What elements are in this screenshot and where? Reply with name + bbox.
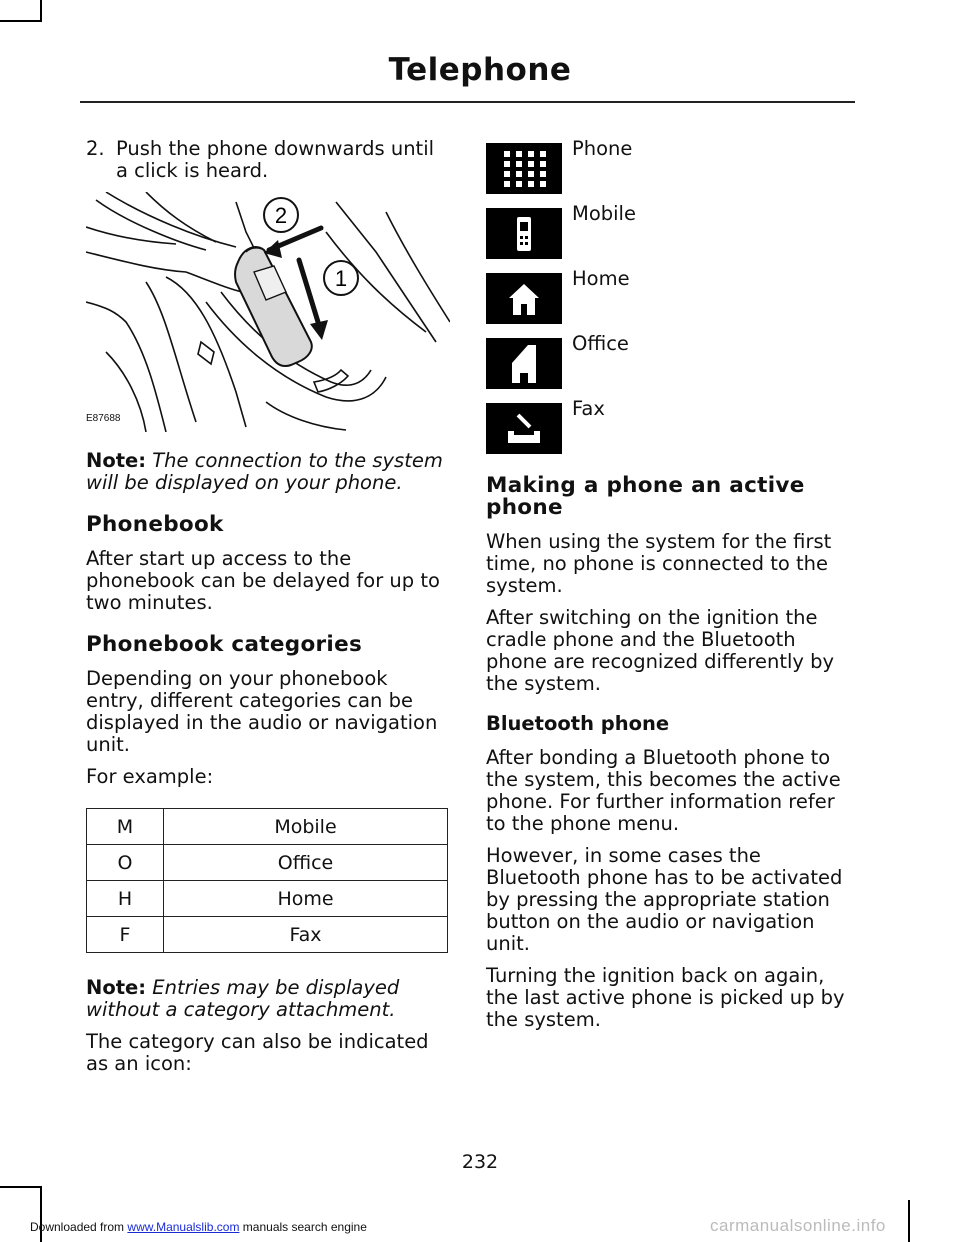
fax-icon [486, 403, 562, 454]
table-row [87, 881, 448, 917]
note-label: Note: [86, 449, 147, 472]
note-label: Note: [86, 976, 147, 999]
category-code: O [87, 845, 164, 881]
office-icon [486, 338, 562, 389]
category-name: Office [164, 845, 448, 881]
step-2 [86, 138, 450, 182]
header-divider [80, 101, 855, 103]
icon-label: Phone [572, 137, 633, 160]
crop-mark [908, 1200, 910, 1242]
note-text: The connection to the system will be displayed on your phone. [86, 449, 443, 494]
page-title: Telephone [388, 52, 572, 88]
active-phone-text-1: When using the system for the first time, no phone is connected to the system. [486, 530, 832, 597]
step-text: Push the phone downwards until a click is heard. [116, 137, 435, 182]
active-phone-heading: Making a phone an active phone [486, 473, 805, 520]
phone-keypad-icon [486, 143, 562, 194]
step-number: 2. [86, 137, 105, 160]
watermark-text: carmanualsonline.info [710, 1216, 886, 1235]
footer-suffix: manuals search engine [242, 1220, 367, 1234]
page-number: 232 [461, 1151, 499, 1173]
category-name: Home [164, 881, 448, 917]
cradle-phone-drawing [86, 192, 450, 432]
category-icon-row [486, 138, 856, 203]
categories-text: Depending on your phonebook entry, different categories can be displayed in the audio or navigation unit. [86, 667, 438, 756]
table-row [87, 845, 448, 881]
bluetooth-text-3: Turning the ignition back on again, the last active phone is picked up by the system. [486, 964, 845, 1031]
category-icon-row [486, 268, 856, 333]
footer-prefix: Downloaded from [30, 1220, 125, 1234]
figure-code: E87688 [86, 413, 121, 424]
left-column [86, 138, 450, 1085]
crop-mark [0, 1186, 42, 1188]
cradle-phone-illustration [86, 192, 450, 432]
table-row [87, 917, 448, 953]
note-text: Entries may be displayed without a category attachment. [86, 976, 400, 1021]
categories-heading: Phonebook categories [86, 632, 363, 657]
category-code: M [87, 809, 164, 845]
example-label: For example: [86, 765, 214, 788]
bluetooth-text-2: However, in some cases the Bluetooth phone has to be activated by pressing the appropriate station button on the audio or navigation unit. [486, 844, 843, 955]
crop-mark [40, 0, 42, 22]
callout-2: 2 [274, 203, 288, 228]
bluetooth-heading: Bluetooth phone [486, 712, 670, 735]
right-column [486, 138, 856, 1041]
category-code: F [87, 917, 164, 953]
category-icon-row [486, 333, 856, 398]
phonebook-text: After start up access to the phonebook can be delayed for up to two minutes. [86, 547, 440, 614]
mobile-phone-icon [486, 208, 562, 259]
categories-table [86, 808, 448, 953]
icon-label: Office [572, 332, 629, 355]
category-icon-row [486, 203, 856, 268]
table-row [87, 809, 448, 845]
active-phone-text-2: After switching on the ignition the cradle phone and the Bluetooth phone are recognized differently by the system. [486, 606, 835, 695]
category-code: H [87, 881, 164, 917]
bluetooth-text-1: After bonding a Bluetooth phone to the system, this becomes the active phone. For further information refer to the phone menu. [486, 746, 841, 835]
note-connection [86, 450, 450, 494]
crop-mark [0, 20, 42, 22]
manualslib-link[interactable]: www.Manualslib.com [127, 1220, 240, 1234]
callout-1: 1 [334, 266, 348, 291]
icon-label: Fax [572, 397, 605, 420]
icon-label: Mobile [572, 202, 636, 225]
icon-label: Home [572, 267, 630, 290]
category-icon-row [486, 398, 856, 463]
phonebook-heading: Phonebook [86, 512, 224, 537]
note-entries [86, 977, 450, 1021]
category-name: Mobile [164, 809, 448, 845]
home-icon [486, 273, 562, 324]
category-name: Fax [164, 917, 448, 953]
download-footer [30, 1220, 367, 1234]
icon-intro-text: The category can also be indicated as an icon: [86, 1030, 429, 1075]
